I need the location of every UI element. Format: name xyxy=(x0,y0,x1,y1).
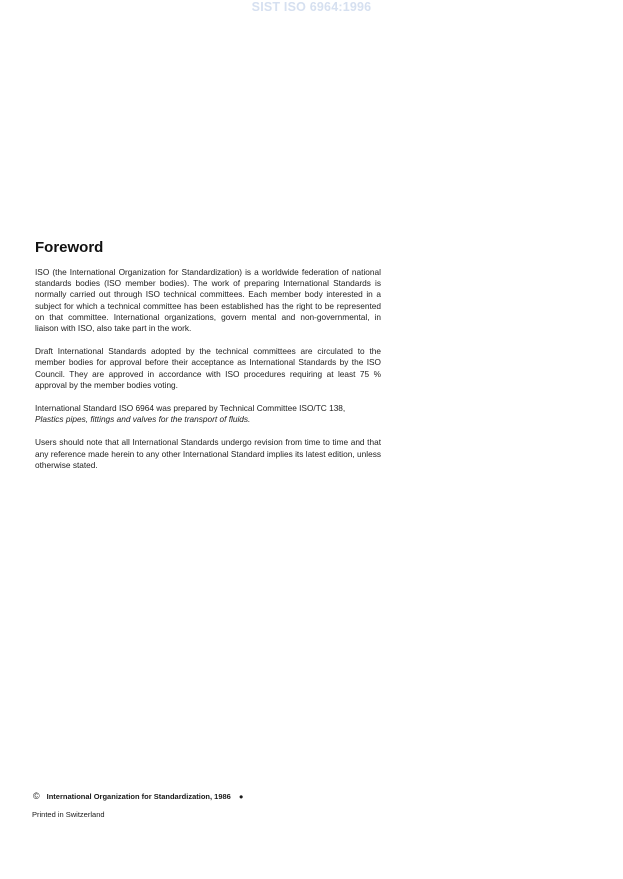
foreword-paragraph-iso: ISO (the International Organization for Standardization) is a worldwide federation of national standards bodies (ISO member bodies). The work of preparing International Standards is normally carried out through ISO technical committees. Each member body interested in a subject for which a technical committee has been established has the right to be represented on that committee. International organizations, govern mental and non-governmental, in liaison with ISO, also take part in the work. xyxy=(35,267,381,334)
foreword-heading: Foreword xyxy=(35,239,104,256)
foreword-paragraph-users: Users should note that all International Standards undergo revision from time to time and that any reference made herein to any other International Standard implies its latest edition, unless otherwise stated. xyxy=(35,437,381,470)
watermark-document-id: SIST ISO 6964:1996 xyxy=(251,0,372,14)
foreword-paragraph-draft: Draft International Standards adopted by the technical committees are circulated to the member bodies for approval before their acceptance as International Standards by the ISO Council. They are approved in accordance with ISO procedures requiring at least 75 % approval by the member bodies voting. xyxy=(35,346,381,390)
foreword-paragraph-prepared xyxy=(35,403,381,425)
printed-in-text: Printed in Switzerland xyxy=(32,810,105,819)
foreword-body xyxy=(35,267,381,482)
committee-title: Plastics pipes, fittings and valves for the transport of fluids. xyxy=(35,414,251,425)
prepared-by-text: International Standard ISO 6964 was prepared by Technical Committee ISO/TC 138, xyxy=(35,403,346,414)
copyright-text: International Organization for Standardization, 1986 xyxy=(46,792,231,801)
bullet-icon: ● xyxy=(238,792,244,801)
copyright-icon: © xyxy=(33,791,40,801)
copyright-line xyxy=(33,791,243,801)
